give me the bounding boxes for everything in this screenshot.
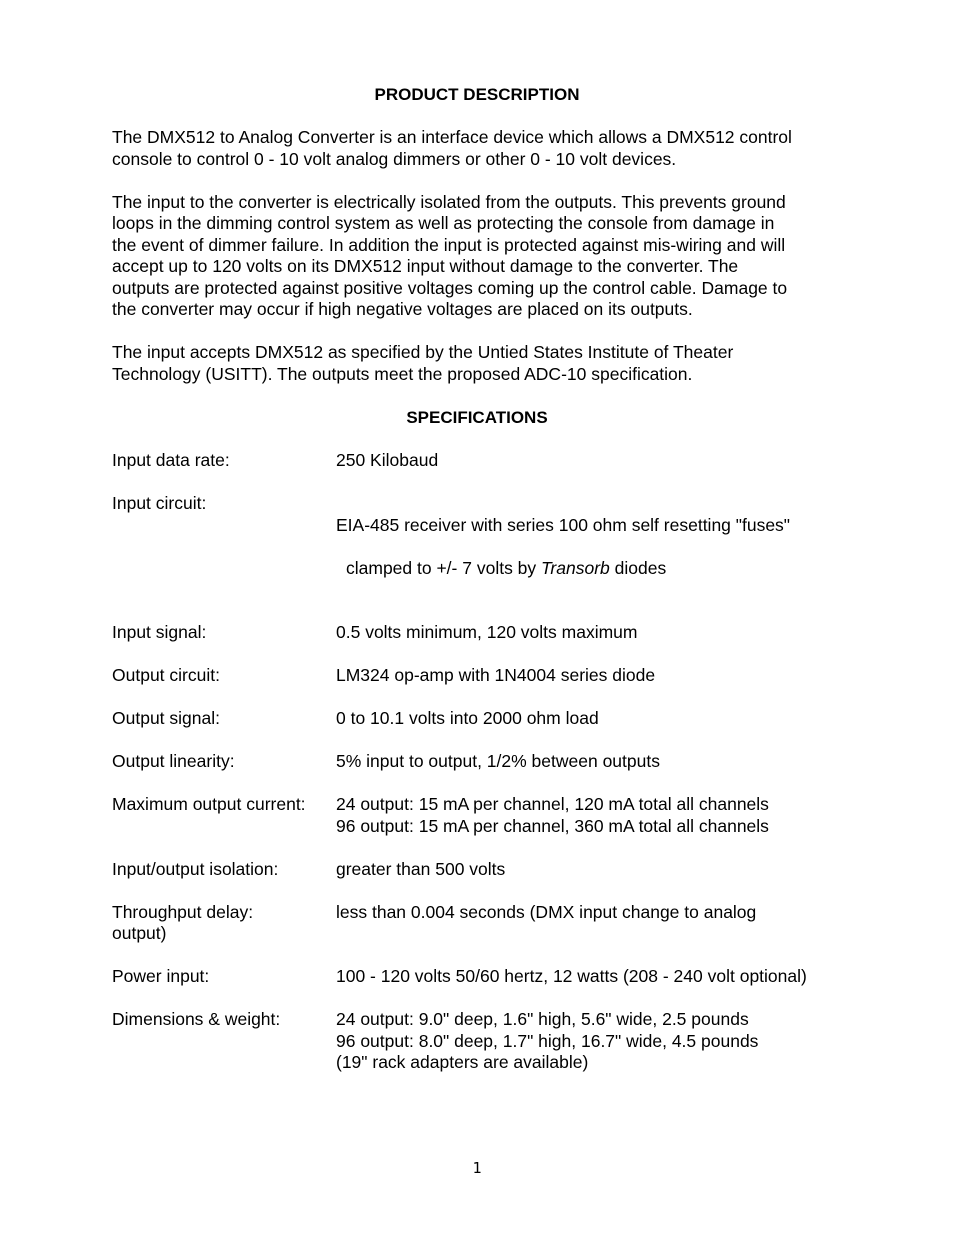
spec-value-text: diodes (609, 557, 667, 578)
spec-label: Input data rate: (112, 450, 230, 470)
spec-label: Input circuit: (112, 493, 207, 513)
product-description-heading: PRODUCT DESCRIPTION (374, 85, 580, 104)
spec-value: 24 output: 9.0" deep, 1.6" high, 5.6" wide, 2.5 pounds 96 output: 8.0" deep, 1.7" high, 16.7" wide, 4.5 pounds (19" rack adapters are available) (336, 1009, 759, 1072)
specifications-heading: SPECIFICATIONS (406, 407, 548, 427)
spec-row-output-linearity (112, 751, 852, 773)
spec-label: Output circuit: (112, 665, 220, 685)
spec-label: Output linearity: (112, 751, 235, 771)
specifications-table (112, 450, 852, 1074)
spec-value-text: clamped to +/- 7 volts by (346, 557, 542, 578)
page-number: 1 (472, 1159, 482, 1177)
spec-value-italic-text: Transorb (541, 557, 610, 578)
spec-row-input-circuit (112, 493, 852, 601)
spec-value: 0 to 10.1 volts into 2000 ohm load (336, 708, 599, 728)
spec-row-output-signal (112, 708, 852, 730)
spec-row-input-signal (112, 622, 852, 644)
spec-value: less than 0.004 seconds (DMX input change to analog (336, 901, 757, 922)
spec-row-throughput-delay (112, 902, 852, 945)
spec-label: Input/output isolation: (112, 858, 279, 879)
spec-value: 100 - 120 volts 50/60 hertz, 12 watts (208 - 240 volt optional) (336, 966, 807, 986)
spec-row-input-output-isolation (112, 859, 852, 881)
spec-value-line (336, 558, 852, 580)
isolation-paragraph: The input to the converter is electrically isolated from the outputs. This prevents ground loops in the dimming control system as well as protecting the console from damage in the event of dimmer failure. In addition the input is protected against mis-wiring and will accept up to 120 volts on its DMX512 input without damage to the converter. The outputs are protected against positive voltages coming up the control cable. Damage to the converter may occur if high negative voltages are placed on its outputs. (112, 191, 788, 319)
spec-row-input-data-rate (112, 450, 852, 472)
spec-row-output-circuit (112, 665, 852, 687)
standards-paragraph: The input accepts DMX512 as specified by the Untied States Institute of Theater Technology (USITT). The outputs meet the proposed ADC-10 specification. (112, 342, 734, 384)
spec-value: 0.5 volts minimum, 120 volts maximum (336, 622, 638, 642)
spec-value: 24 output: 15 mA per channel, 120 mA total all channels 96 output: 15 mA per channel, 360 mA total all channels (336, 794, 769, 836)
spec-row-power-input (112, 966, 852, 988)
spec-row-maximum-output-current (112, 794, 852, 837)
spec-value: greater than 500 volts (336, 858, 506, 879)
spec-label: Dimensions & weight: (112, 1009, 281, 1029)
spec-label: Power input: (112, 966, 210, 986)
spec-row-dimensions-weight (112, 1009, 852, 1074)
spec-label: Throughput delay: output) (112, 901, 254, 943)
spec-value: LM324 op-amp with 1N4004 series diode (336, 665, 656, 685)
spec-label: Input signal: (112, 622, 207, 642)
page-content (112, 84, 852, 1074)
spec-value: 5% input to output, 1/2% between outputs (336, 751, 660, 771)
spec-label: Output signal: (112, 708, 220, 728)
spec-value: 250 Kilobaud (336, 450, 439, 470)
intro-paragraph: The DMX512 to Analog Converter is an interface device which allows a DMX512 control console to control 0 - 10 volt analog dimmers or other 0 - 10 volt devices. (112, 127, 792, 169)
spec-value (336, 493, 852, 601)
spec-value-line: EIA-485 receiver with series 100 ohm self resetting "fuses" (336, 514, 791, 535)
spec-label: Maximum output current: (112, 794, 306, 814)
